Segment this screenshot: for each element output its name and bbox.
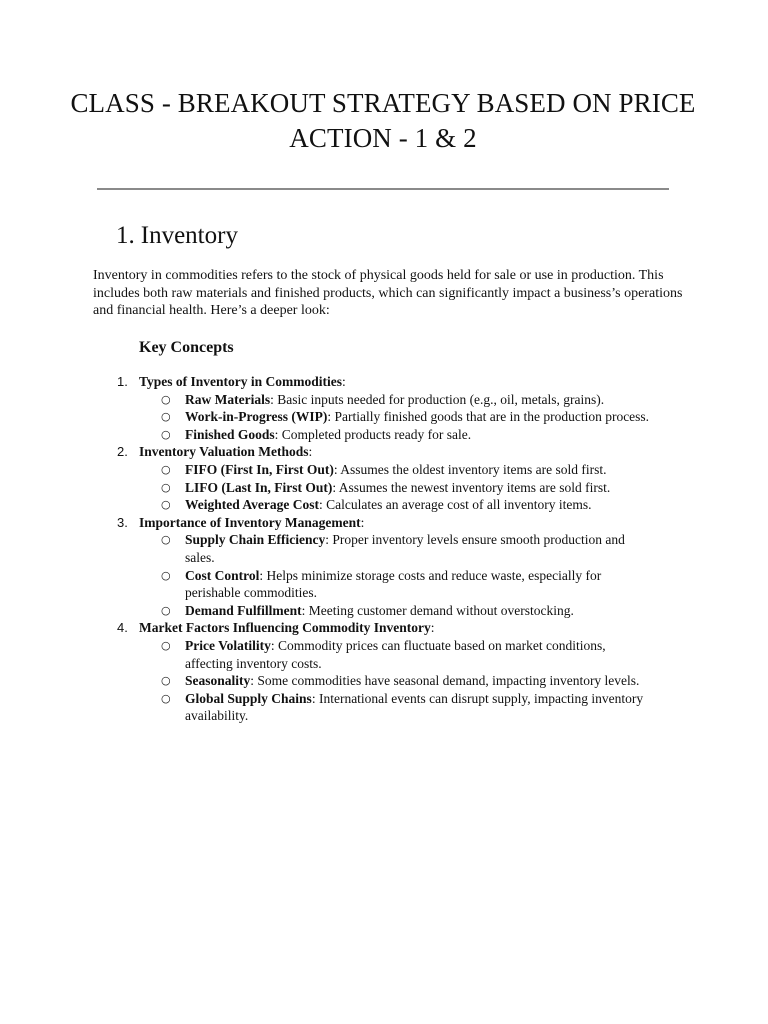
subitem-text: : International events can disrupt supply, impacting inventory availability. — [185, 690, 644, 724]
concept-title: Importance of Inventory Management — [139, 514, 361, 530]
concept-number: 1. — [117, 374, 128, 389]
subitem-text: : Assumes the newest inventory items are sold first. — [332, 479, 611, 495]
concept-title-colon: : — [342, 374, 346, 389]
subitem-term: Supply Chain Efficiency — [185, 532, 326, 548]
concept-subitem — [139, 426, 679, 444]
concept-item — [117, 514, 679, 620]
hollow-bullet-icon: ○ — [161, 410, 171, 424]
subitem-text: : Basic inputs needed for production (e.g., oil, metals, grains). — [270, 391, 605, 407]
hollow-bullet-icon: ○ — [161, 462, 171, 476]
subitem-term: Demand Fulfillment — [185, 602, 302, 618]
concept-subitem — [139, 496, 679, 514]
section-title: Inventory — [140, 222, 238, 249]
subitem-text: : Some commodities have seasonal demand, impacting inventory levels. — [250, 673, 640, 689]
subitem-text: : Partially finished goods that are in the production process. — [327, 409, 650, 425]
concept-subitem — [139, 602, 655, 620]
hollow-bullet-icon: ○ — [161, 691, 171, 705]
concept-item — [117, 373, 679, 443]
subitem-text: : Helps minimize storage costs and reduce waste, especially for perishable commodities. — [185, 567, 602, 601]
hollow-bullet-icon: ○ — [161, 498, 171, 512]
key-concepts-list — [117, 373, 679, 725]
concept-subitem — [139, 531, 655, 566]
hollow-bullet-icon: ○ — [161, 533, 171, 547]
concept-number: 2. — [117, 444, 128, 460]
subitem-text: : Commodity prices can fluctuate based on market conditions, affecting inventory costs. — [185, 637, 606, 671]
concept-number: 4. — [117, 620, 128, 636]
concept-title-colon: : — [360, 514, 365, 530]
subitem-term: Weighted Average Cost — [185, 497, 319, 513]
concept-title: Types of Inventory in Commodities — [139, 374, 343, 389]
concept-subitem — [139, 408, 679, 426]
subitem-term: Price Volatility — [185, 637, 271, 653]
concept-title-colon: : — [308, 444, 313, 460]
concept-subitem — [139, 672, 655, 690]
subitem-text: : Calculates an average cost of all inventory items. — [318, 497, 592, 513]
concept-subitem — [139, 567, 655, 602]
subitem-term: Finished Goods — [185, 426, 275, 442]
subitem-term: FIFO (First In, First Out) — [185, 461, 334, 477]
hollow-bullet-icon: ○ — [161, 674, 171, 688]
concept-title: Inventory Valuation Methods — [139, 444, 309, 460]
subitem-text: : Meeting customer demand without overstocking. — [301, 602, 574, 618]
subitem-text: : Completed products ready for sale. — [274, 426, 472, 442]
concept-subitem — [139, 637, 655, 672]
subitem-term: Work-in-Progress (WIP) — [185, 409, 328, 425]
concept-subitem — [139, 461, 679, 479]
hollow-bullet-icon: ○ — [161, 568, 171, 582]
section-number: 1. — [116, 222, 135, 249]
subitem-term: LIFO (Last In, First Out) — [185, 479, 333, 495]
document-title: CLASS - BREAKOUT STRATEGY BASED ON PRICE ACTION - 1 & 2 — [70, 88, 696, 153]
concept-title: Market Factors Influencing Commodity Inventory — [139, 620, 431, 636]
concept-number: 3. — [117, 514, 128, 530]
concept-title-colon: : — [430, 620, 435, 636]
subitem-term: Global Supply Chains — [185, 690, 312, 706]
hollow-bullet-icon: ○ — [161, 638, 171, 652]
hollow-bullet-icon: ○ — [161, 603, 171, 617]
concept-sublist — [139, 637, 679, 725]
hollow-bullet-icon: ○ — [161, 480, 171, 494]
subitem-term: Cost Control — [185, 567, 260, 583]
concept-subitem — [139, 690, 655, 725]
title-divider — [97, 188, 669, 190]
concept-subitem — [139, 479, 679, 497]
concept-item — [117, 619, 679, 725]
subitem-text: : Assumes the oldest inventory items are sold first. — [333, 461, 607, 477]
hollow-bullet-icon: ○ — [161, 427, 171, 441]
subitem-term: Seasonality — [185, 673, 251, 689]
concept-sublist — [139, 531, 679, 619]
subitem-term: Raw Materials — [185, 391, 271, 407]
section-heading — [116, 220, 238, 252]
concept-sublist — [139, 461, 679, 514]
key-concepts-heading: Key Concepts — [139, 339, 234, 356]
concept-item — [117, 443, 679, 513]
concept-subitem — [139, 391, 679, 409]
subitem-text: : Proper inventory levels ensure smooth production and sales. — [185, 532, 625, 565]
concept-sublist — [139, 391, 679, 444]
intro-paragraph: Inventory in commodities refers to the stock of physical goods held for sale or use in production. This includes both raw materials and finished products, which can significantly impact a business’s operations and financial health. Here’s a deeper look: — [93, 268, 683, 319]
hollow-bullet-icon: ○ — [161, 392, 171, 406]
